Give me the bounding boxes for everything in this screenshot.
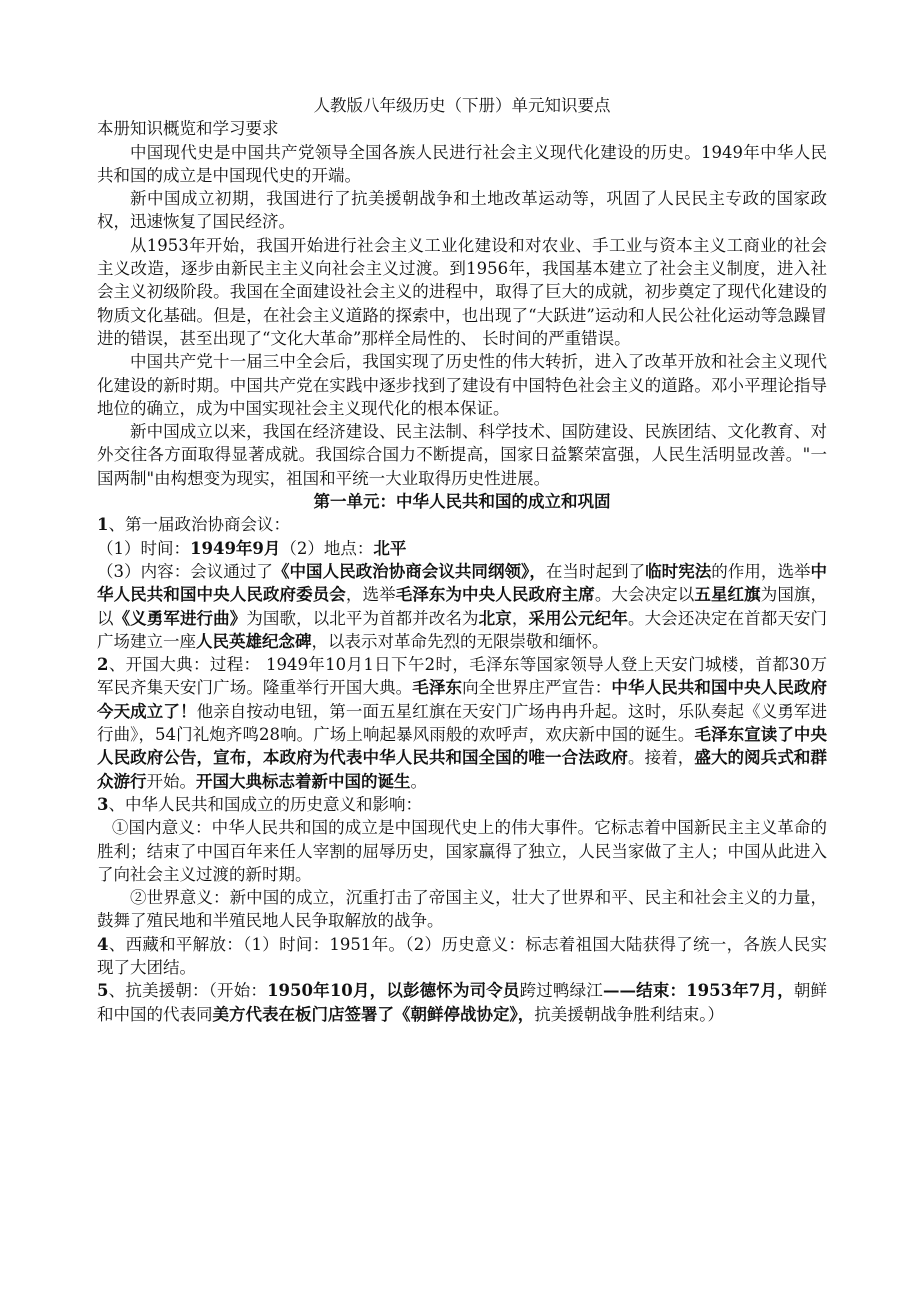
item-1-content-text-run: ，以表示对革命先烈的无限崇敬和缅怀。	[311, 631, 609, 651]
item-1-content-text-run: 为国旗，以	[97, 585, 828, 628]
item-1-content	[97, 560, 827, 653]
item-5-bold-run: 美方代表在板门店签署了《朝鲜停战协定》，	[212, 1004, 535, 1024]
item-1-content-text-run: 的作用，选举	[711, 561, 811, 581]
item-1-content-text-run: （3）内容：会议通过了	[97, 561, 273, 581]
overview-paragraph-2: 新中国成立初期，我国进行了抗美援朝战争和土地改革运动等，巩固了人民民主专政的国家政权，迅速恢复了国民经济。	[97, 189, 827, 232]
item-1-heading	[97, 513, 827, 536]
item-1-time-place	[97, 537, 827, 560]
item-1-content-text-run: ，选举	[345, 585, 396, 605]
item-1-content-text-run: 在当时起到了	[545, 561, 646, 581]
overview-paragraph-1: 中国现代史是中国共产党领导全国各族人民进行社会主义现代化建设的历史。1949年中华人民共和国的成立是中国现代史的开端。	[97, 142, 827, 185]
item-1-content-text-run: 为国歌，以北平为首都并改名为	[246, 608, 479, 628]
item-2-bold-run: 开国大典标志着新中国的诞生	[196, 771, 411, 791]
document-page	[97, 94, 827, 1026]
item-3-number: 3	[97, 794, 109, 814]
item-1-content-bold-run: 中华人民共和国中央人民政府委员会	[97, 561, 828, 605]
item-2-text-run: 。接着，	[627, 748, 695, 768]
item-1-content-bold-run: 毛泽东为中央人民政府主席	[395, 585, 595, 605]
item-2-bold-run: 毛泽东	[412, 678, 463, 698]
item-2-bold-run: 中华人民共和国中央人民政府今天成立了！	[97, 678, 828, 721]
item-5-bold-run: 1950年10月，以彭德怀为司令员	[267, 981, 520, 1001]
item-1-content-bold-run: 《中国人民政治协商会议共同纲领》，	[272, 561, 546, 581]
item-5-text-run: 朝鲜和中国的代表同	[97, 981, 828, 1024]
item-3-world-significance: ②世界意义：新中国的成立，沉重打击了帝国主义，壮大了世界和平、民主和社会主义的力量，鼓舞了殖民地和半殖民地人民争取解放的战争。	[97, 888, 827, 931]
item-2-text-run: 他亲自按动电钮，第一面五星红旗在天安门广场冉冉升起。这时，乐队奏起《义勇军进行曲》，54门礼炮齐鸣28响。广场上响起暴风雨般的欢呼声，欢庆新中国的诞生。	[97, 701, 828, 745]
item-1-time-prefix: （1）时间：	[97, 538, 190, 558]
item-4-number: 4	[97, 934, 109, 954]
item-1-content-bold-run: 采用公元纪年	[528, 608, 628, 628]
item-5-text-run: 、抗美援朝：（开始：	[108, 981, 268, 1001]
unit-title: 第一单元：中华人民共和国的成立和巩固	[313, 492, 611, 512]
overview-paragraph-4: 中国共产党十一届三中全会后，我国实现了历史性的伟大转折，进入了改革开放和社会主义现代化建设的新时期。中国共产党在实践中逐步找到了建设有中国特色社会主义的道路。邓小平理论指导地位的确立，成为中国实现社会主义现代化的根本保证。	[97, 352, 827, 418]
item-2-text-run: 向全世界庄严宣告：	[462, 678, 612, 698]
item-1-content-bold-run: 人民英雄纪念碑	[196, 631, 312, 651]
overview-paragraph-5: 新中国成立以来，我国在经济建设、民主法制、科学技术、国防建设、民族团结、文化教育、对外交往各方面取得显著成就。我国综合国力不断提高，国家日益繁荣富强，人民生活明显改善。"一国两制"由构想变为现实，祖国和平统一大业取得历史性进展。	[97, 422, 827, 488]
item-1-heading-text: 、第一届政治协商会议：	[108, 515, 290, 535]
item-5-content	[97, 979, 827, 1026]
overview-paragraph-3: 从1953年开始，我国开始进行社会主义工业化建设和对农业、手工业与资本主义工商业的社会主义改造，逐步由新民主主义向社会主义过渡。到1956年，我国基本建立了社会主义制度，进入社会主义初级阶段。我国在全面建设社会主义的进程中，取得了巨大的成就，初步奠定了现代化建设的物质文化基础。但是，在社会主义道路的探索中，也出现了“大跃进”运动和人民公社化运动等急躁冒进的错误，甚至出现了“文化大革命”那样全局性的、 长时间的严重错误。	[97, 235, 827, 348]
item-2-content	[97, 653, 827, 793]
item-3-domestic-significance: ①国内意义：中华人民共和国的成立是中国现代史上的伟大事件。它标志着中国新民主主义革命的胜利；结束了中国百年来任人宰割的屈辱历史，国家赢得了独立，人民当家做了主人；中国从此进入了向社会主义过渡的新时期。	[97, 818, 827, 884]
overview-heading: 本册知识概览和学习要求	[97, 119, 279, 139]
item-4	[97, 933, 827, 980]
item-1-content-bold-run: 《义勇军进行曲》	[113, 608, 247, 628]
item-5-text-run: 抗美援朝战争胜利结束。）	[534, 1004, 724, 1024]
item-2-bold-run: 盛大的阅兵式和群众游行	[97, 748, 828, 791]
item-5-number: 5	[97, 981, 109, 1001]
item-1-place-prefix: （2）地点：	[280, 538, 374, 558]
item-1-content-bold-run: 五星红旗	[694, 585, 761, 605]
item-1-place-value: 北平	[373, 538, 407, 558]
item-1-content-text-run: 。大会决定以	[594, 585, 695, 605]
item-5-text-run: 跨过鸭绿江	[519, 981, 603, 1001]
item-2-bold-run: 毛泽东宣读了中央人民政府公告，宣布，本政府为代表中华人民共和国全国的唯一合法政府	[97, 725, 827, 768]
item-3-heading	[97, 793, 827, 816]
item-1-content-text-run: 。大会还决定在首都天安门广场建立一座	[97, 608, 828, 651]
item-1-time-value: 1949年9月	[190, 538, 281, 558]
item-1-content-text-run: ，	[511, 608, 529, 628]
item-1-content-bold-run: 北京	[478, 608, 512, 628]
item-2-text-run: 、开国大典：过程： 1949年10月1日下午2时，毛泽东等国家领导人登上天安门城楼，首都30万军民齐集天安门广场。隆重举行开国大典。	[97, 655, 827, 698]
item-2-number: 2	[97, 655, 109, 675]
item-2-text-run: 开始。	[146, 771, 196, 791]
item-5-bold-run: ——结束：	[602, 981, 687, 1001]
item-4-text: 、西藏和平解放：（1）时间：1951年。（2）历史意义：标志着祖国大陆获得了统一，各族人民实现了大团结。	[97, 934, 827, 977]
item-5-bold-run: 1953年7月，	[686, 981, 794, 1001]
item-1-content-bold-run: 临时宪法	[645, 561, 712, 581]
item-2-text-run: 。	[410, 771, 427, 791]
item-1-number: 1	[97, 515, 109, 535]
item-3-heading-text: 、中华人民共和国成立的历史意义和影响：	[108, 794, 422, 814]
document-title: 人教版八年级历史（下册）单元知识要点	[313, 96, 611, 115]
